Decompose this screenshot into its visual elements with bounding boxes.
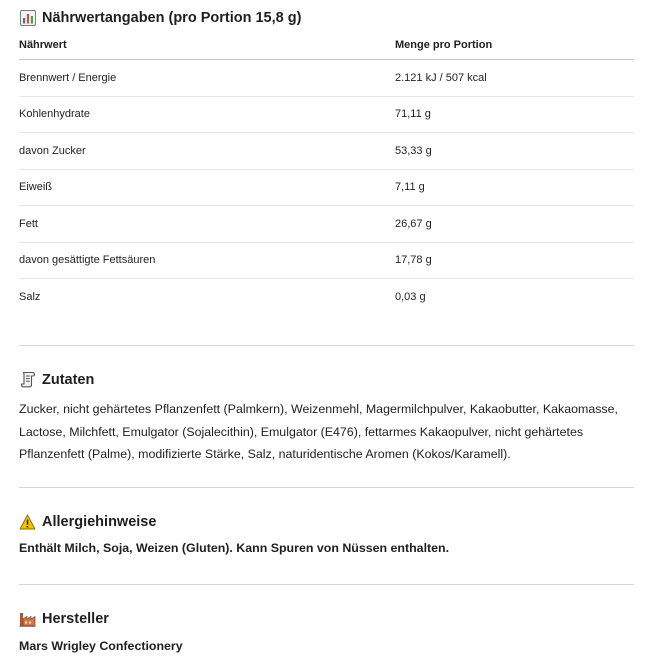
allergies-section-title xyxy=(19,513,156,530)
allergies-text: Enthält Milch, Soja, Weizen (Gluten). Kann Spuren von Nüssen enthalten. xyxy=(19,541,450,555)
column-header-nutrient: Nährwert xyxy=(19,31,395,60)
table-row xyxy=(19,206,634,243)
nutrient-value: 0,03 g xyxy=(395,290,426,303)
table-row xyxy=(19,279,634,315)
nutrient-name: Salz xyxy=(19,290,41,303)
nutrient-name: davon gesättigte Fettsäuren xyxy=(19,242,395,279)
section-divider xyxy=(19,584,634,585)
manufacturer-title: Hersteller xyxy=(42,610,109,627)
nutrient-name: Eiweiß xyxy=(19,169,395,206)
factory-icon xyxy=(19,610,36,627)
scroll-icon xyxy=(19,371,36,388)
nutrient-value: 26,67 g xyxy=(395,206,634,243)
warning-icon xyxy=(19,513,36,530)
nutrient-name: Kohlenhydrate xyxy=(19,96,395,133)
nutrition-section-title xyxy=(19,9,301,26)
nutrient-value: 2.121 kJ / 507 kcal xyxy=(395,60,634,97)
nutrition-title: Nährwertangaben (pro Portion 15,8 g) xyxy=(42,9,302,26)
table-row xyxy=(19,169,634,206)
table-row xyxy=(19,96,634,133)
table-row xyxy=(19,242,634,279)
nutrient-value: 71,11 g xyxy=(395,96,634,133)
allergies-title: Allergiehinweise xyxy=(42,513,157,530)
nutrient-value: 7,11 g xyxy=(395,169,634,206)
nutrient-name: Brennwert / Energie xyxy=(19,60,395,97)
nutrition-table xyxy=(19,31,634,315)
bar-chart-icon xyxy=(19,9,36,26)
column-header-amount: Menge pro Portion xyxy=(395,31,634,60)
ingredients-section-title xyxy=(19,371,94,388)
nutrient-name: Fett xyxy=(19,206,395,243)
table-row xyxy=(19,133,634,170)
manufacturer-section-title xyxy=(19,610,109,627)
section-divider xyxy=(19,345,634,346)
ingredients-text: Zucker, nicht gehärtetes Pflanzenfett (Palmkern), Weizenmehl, Magermilchpulver, Kakaobutter, Kakaomasse, Lactose, Milchfett, Emulgator (Sojalecithin), Emulgator (E476), fettarmes Kakaopulver, nicht gehärtetes Pflanzenfett (Palme), modifizierte Stärke, Salz, naturidentische Aromen (Kokos/Karamell). xyxy=(19,402,618,461)
manufacturer-name: Mars Wrigley Confectionery xyxy=(19,639,183,653)
nutrient-name: davon Zucker xyxy=(19,133,395,170)
table-header-row xyxy=(19,31,634,60)
ingredients-title: Zutaten xyxy=(42,371,95,388)
section-divider xyxy=(19,487,634,488)
table-row xyxy=(19,60,634,97)
nutrient-value: 53,33 g xyxy=(395,133,634,170)
nutrient-value: 17,78 g xyxy=(395,242,634,279)
